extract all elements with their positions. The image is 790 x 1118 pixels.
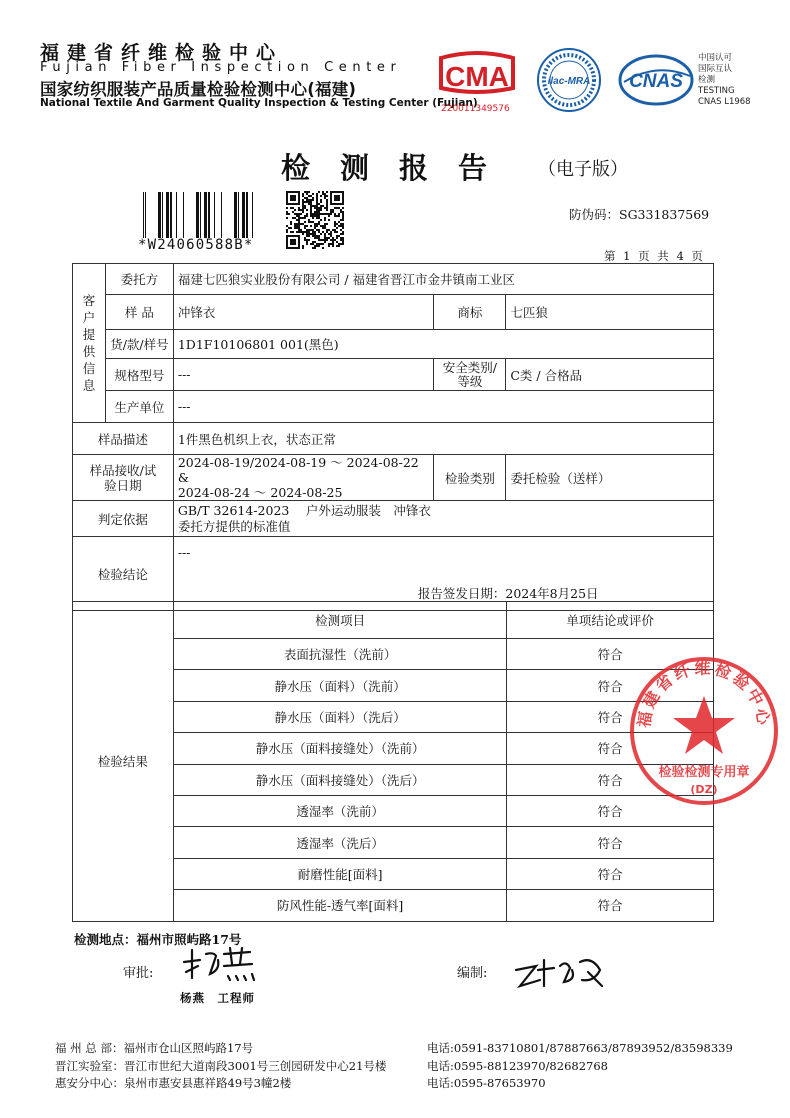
- item-row: [73, 330, 714, 359]
- approve-label: 审批:: [123, 966, 154, 981]
- result-verdict: 符合: [507, 795, 714, 826]
- result-verdict: 符合: [507, 733, 714, 764]
- cnas-side-line: 检测: [698, 75, 716, 85]
- cnas-logo: [618, 52, 696, 108]
- safety-value: C类 / 合格品: [506, 359, 714, 391]
- maker-value: ---: [173, 391, 713, 423]
- stamp-bottom-text: 检验检测专用章: [658, 765, 750, 780]
- cnas-logo-text: CNAS: [629, 71, 683, 92]
- maker-label: 生产单位: [105, 391, 173, 423]
- ilac-logo-text: ilac-MRA: [547, 76, 591, 87]
- spec-row: [73, 359, 714, 391]
- basis-line: GB/T 32614-2023 户外运动服装 冲锋衣: [177, 502, 431, 518]
- col-header-result: 单项结论或评价: [507, 602, 714, 639]
- editor-label: 编制:: [457, 966, 488, 981]
- stamp-code: (DZ): [690, 783, 718, 796]
- ilac-mra-logo: [536, 47, 602, 113]
- approver-name: 杨燕 工程师: [180, 991, 255, 1005]
- brand-value: 七匹狼: [506, 295, 714, 330]
- org-name-en: Fujian Fiber Inspection Center: [40, 60, 402, 75]
- date-line: 2024-08-24 ～ 2024-08-25: [177, 485, 343, 500]
- result-verdict: 符合: [507, 639, 714, 670]
- phone-hq: 电话:0591-83710801/87887663/87893952/83598339: [427, 1041, 733, 1055]
- col-header-item: 检测项目: [173, 602, 506, 639]
- date-row: [73, 455, 714, 501]
- basis-label: 判定依据: [73, 501, 174, 537]
- desc-value: 1件黑色机织上衣，状态正常: [173, 423, 713, 455]
- client-info-group-label: 客户提供信息: [73, 264, 106, 423]
- stamp-star-icon: [673, 696, 735, 754]
- official-stamp: [627, 654, 781, 808]
- date-value: [173, 455, 434, 501]
- basis-row: [73, 501, 714, 537]
- result-item: 静水压（面料接缝处）（洗后）: [173, 764, 506, 795]
- result-item: 防风性能-透气率[面料]: [173, 890, 506, 921]
- client-row: [73, 264, 714, 295]
- result-item: 透湿率（洗后）: [173, 827, 506, 858]
- spec-value: ---: [173, 359, 434, 391]
- address-hq: 福 州 总 部：福州市仓山区照屿路17号: [55, 1041, 254, 1055]
- result-item: 静水压（面料接缝处）（洗前）: [173, 733, 506, 764]
- result-item: 表面抗湿性（洗前）: [173, 639, 506, 670]
- result-item: 静水压（面料）（洗后）: [173, 701, 506, 732]
- result-item: 静水压（面料）（洗前）: [173, 670, 506, 701]
- client-value: 福建七匹狼实业股份有限公司 / 福建省晋江市金井镇南工业区: [173, 264, 713, 295]
- test-type-value: 委托检验（送样）: [506, 455, 714, 501]
- cnas-side-line: CNAS L1968: [698, 97, 751, 107]
- cnas-side-text: [698, 53, 751, 108]
- desc-label: 样品描述: [73, 423, 174, 455]
- phone-jinjiang: 电话:0595-88123970/82682768: [427, 1059, 608, 1073]
- conclusion-value: [173, 537, 713, 611]
- stamp-ring-text: 福建省纤维检验中心: [634, 658, 774, 729]
- cma-logo-text: CMA: [445, 61, 509, 92]
- result-verdict: 符合: [507, 701, 714, 732]
- report-info-table: [72, 263, 714, 611]
- cnas-side-line: 国际互认: [698, 64, 733, 74]
- result-verdict: 符合: [507, 764, 714, 795]
- test-type-label: 检验类别: [434, 455, 506, 501]
- basis-line: 委托方提供的标准值: [177, 518, 291, 534]
- client-label: 委托方: [105, 264, 173, 295]
- date-line: 2024-08-19/2024-08-19 ～ 2024-08-22 &: [177, 455, 419, 485]
- cnas-side-line: 中国认可: [698, 53, 733, 63]
- cnas-side-line: TESTING: [698, 86, 735, 96]
- item-no-value: 1D1F10106801 001(黑色): [173, 330, 713, 359]
- conclusion-text: ---: [177, 545, 191, 560]
- desc-row: [73, 423, 714, 455]
- brand-label: 商标: [434, 295, 506, 330]
- safety-label: 安全类别/等级: [434, 359, 506, 391]
- results-table: [72, 601, 714, 922]
- result-verdict: 符合: [507, 670, 714, 701]
- cma-number: 220011349576: [441, 104, 510, 114]
- conclusion-label: 检验结论: [73, 537, 174, 611]
- test-location: 检测地点：福州市照屿路17号: [74, 932, 242, 947]
- qr-code: [286, 191, 344, 249]
- barcode: [141, 192, 257, 238]
- approver-signature: [180, 944, 260, 984]
- result-verdict: 符合: [507, 890, 714, 921]
- sample-label: 样 品: [105, 295, 173, 330]
- address-huian: 惠安分中心：泉州市惠安县惠祥路49号3幢2楼: [55, 1076, 292, 1090]
- report-title: 检测报告: [281, 151, 518, 185]
- address-jinjiang: 晋江实验室：晋江市世纪大道南段3001号三创园研发中心21号楼: [55, 1059, 387, 1073]
- results-header-row: [73, 602, 714, 639]
- barcode-number: *W24060588B*: [138, 237, 254, 253]
- org-name-cn: 福建省纤维检验中心: [40, 42, 284, 64]
- conclusion-row: [73, 537, 714, 611]
- cma-logo: [433, 50, 521, 112]
- date-label: 样品接收/试验日期: [73, 455, 174, 501]
- results-label: 检验结果: [73, 602, 174, 922]
- spec-label: 规格型号: [105, 359, 173, 391]
- basis-value: [173, 501, 713, 537]
- page-indicator: 第 1 页 共 4 页: [604, 249, 705, 263]
- result-verdict: 符合: [507, 858, 714, 889]
- center-name-en: National Textile And Garment Quality Inspection & Testing Center (Fujian): [40, 97, 478, 109]
- editor-signature: [510, 952, 610, 992]
- result-item: 耐磨性能[面料]: [173, 858, 506, 889]
- sample-value: 冲锋衣: [173, 295, 434, 330]
- item-no-label: 货/款/样号: [105, 330, 173, 359]
- anti-fake-code: 防伪码：SG331837569: [569, 207, 710, 222]
- phone-huian: 电话:0595-87653970: [427, 1076, 546, 1090]
- report-subtitle: （电子版）: [538, 159, 628, 180]
- issue-date: 报告签发日期：2024年8月25日: [417, 586, 599, 601]
- maker-row: [73, 391, 714, 423]
- center-name-cn: 国家纺织服装产品质量检验检测中心(福建): [40, 80, 357, 99]
- result-item: 透湿率（洗前）: [173, 795, 506, 826]
- sample-row: [73, 295, 714, 330]
- result-verdict: 符合: [507, 827, 714, 858]
